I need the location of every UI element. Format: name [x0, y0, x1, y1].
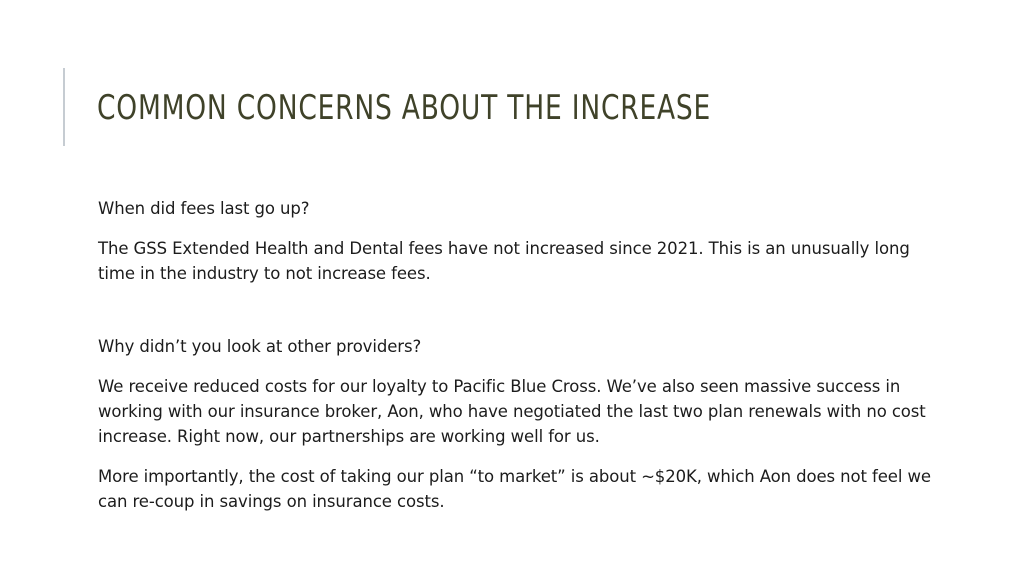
paragraph-spacer [98, 301, 948, 334]
question-last-fee-increase: When did fees last go up? [98, 199, 310, 218]
answer-other-providers: We receive reduced costs for our loyalty to Pacific Blue Cross. We’ve also seen massive success in working with our insurance broker, Aon, who have negotiated the last two plan renewals with no cost increase. Right now, our partnerships are working well for us. [98, 377, 926, 446]
title-accent-bar [63, 68, 65, 146]
answer-market-cost: More importantly, the cost of taking our plan “to market” is about ~$20K, which Aon does not feel we can re-coup in savings on insurance costs. [98, 467, 931, 511]
question-other-providers: Why didn’t you look at other providers? [98, 337, 422, 356]
slide-body [98, 196, 948, 529]
slide-title: COMMON CONCERNS ABOUT THE INCREASE [97, 88, 712, 128]
answer-last-fee-increase: The GSS Extended Health and Dental fees have not increased since 2021. This is an unusually long time in the industry to not increase fees. [98, 239, 910, 283]
